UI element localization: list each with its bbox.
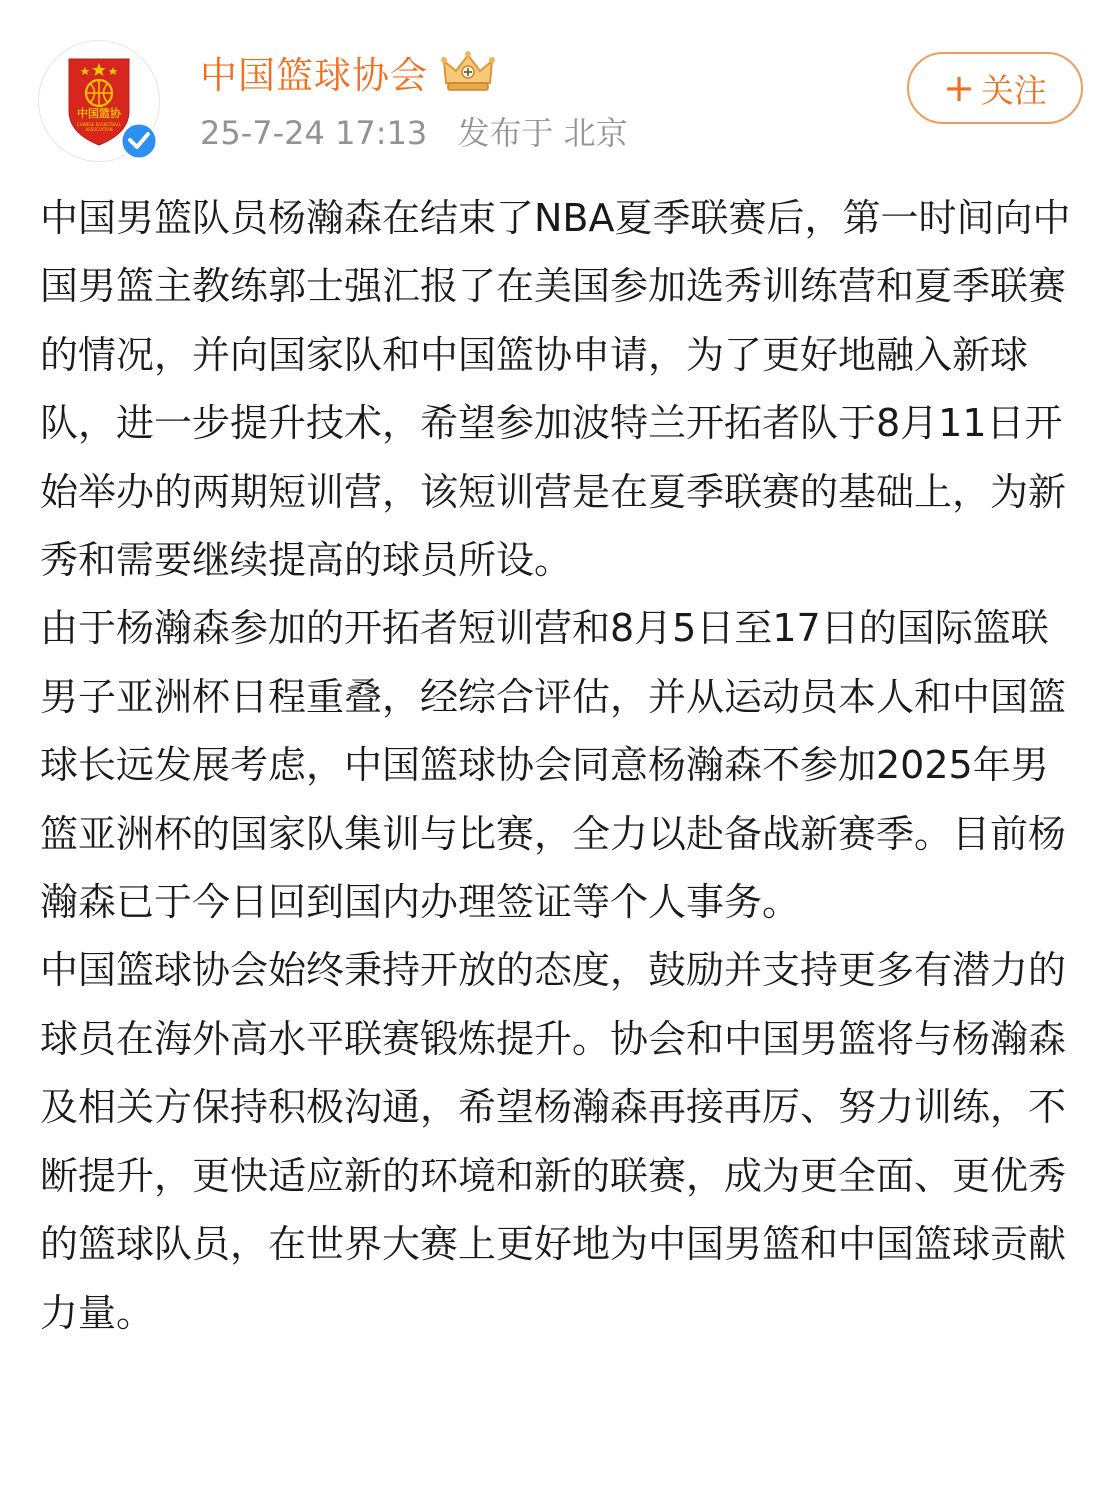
logo-text-en-1: CHINESE BASKETBALL	[76, 122, 122, 127]
post-location: 发布于 北京	[457, 114, 628, 152]
logo-text: 中国篮协	[77, 107, 121, 120]
logo-text-en-2: ASSOCIATION	[85, 127, 113, 132]
plus-icon: +	[943, 66, 975, 110]
post-paragraph-3: 中国篮球协会始终秉持开放的态度，鼓励并支持更多有潜力的球员在海外高水平联赛锻炼提升。协会和中国男篮将与杨瀚森及相关方保持积极沟通，希望杨瀚森再接再厉、努力训练，不断提升，更快适应新的环境和新的联赛，成为更全面、更优秀的篮球队员，在世界大赛上更好地为中国男篮和中国篮球贡献力量。	[40, 948, 1067, 1335]
crown-badge-icon	[440, 49, 496, 95]
verified-badge-icon	[119, 121, 159, 161]
follow-button[interactable]	[907, 52, 1083, 124]
author-name[interactable]: 中国篮球协会	[200, 54, 428, 97]
post-paragraph-1: 中国男篮队员杨瀚森在结束了NBA夏季联赛后，第一时间向中国男篮主教练郭士强汇报了在美国参加选秀训练营和夏季联赛的情况，并向国家队和中国篮协申请，为了更好地融入新球队，进一步提升技术，希望参加波特兰开拓者队于8月11日开始举办的两期短训营，该短训营是在夏季联赛的基础上，为新秀和需要继续提高的球员所设。	[40, 196, 1071, 583]
author-row	[200, 44, 496, 100]
post-body	[40, 184, 1080, 1347]
post-paragraph-2: 由于杨瀚森参加的开拓者短训营和8月5日至17日的国际篮联男子亚洲杯日程重叠，经综合评估，并从运动员本人和中国篮球长远发展考虑，中国篮球协会同意杨瀚森不参加2025年男篮亚洲杯的国家队集训与比赛，全力以赴备战新赛季。目前杨瀚森已于今日回到国内办理签证等个人事务。	[40, 606, 1067, 925]
avatar[interactable]	[38, 40, 160, 162]
post-timestamp: 25-7-24 17:13	[200, 114, 428, 152]
post-header	[0, 0, 1111, 175]
follow-label: 关注	[980, 70, 1047, 110]
post-meta	[200, 108, 648, 154]
